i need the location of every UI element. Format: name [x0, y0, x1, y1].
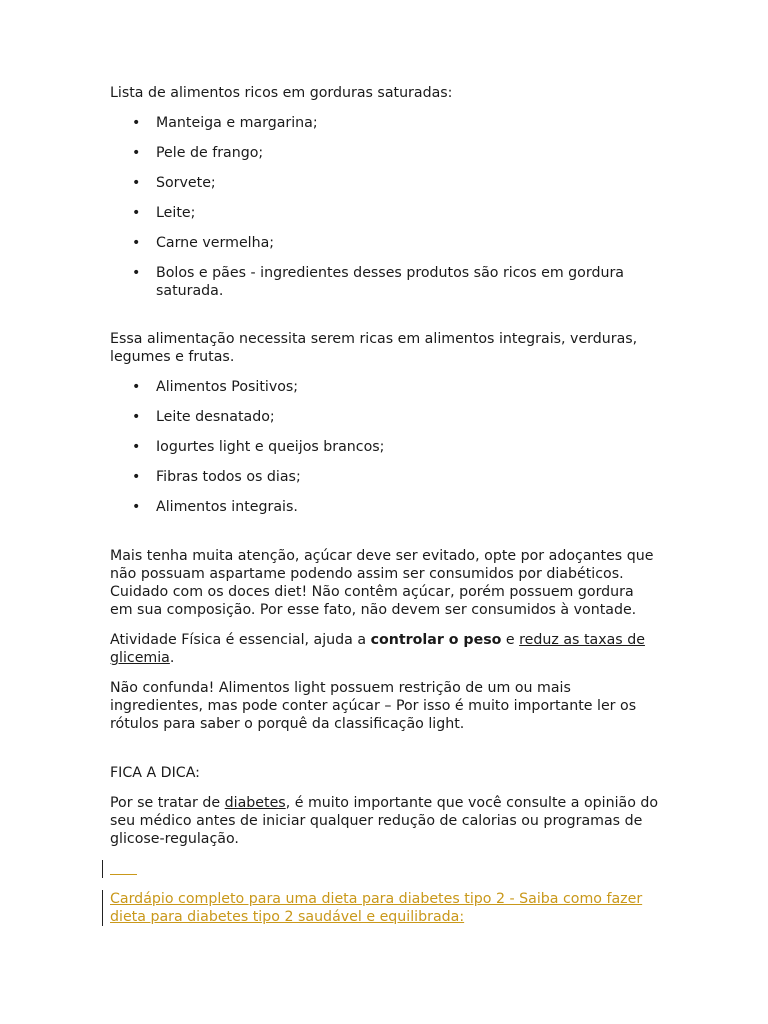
list-item: • Sorvete;: [110, 174, 660, 192]
diabetes-menu-link[interactable]: Cardápio completo para uma dieta para diabetes tipo 2 - Saiba como fazer dieta para diabetes tipo 2 saudável e equilibrada:: [110, 891, 643, 925]
list-item: • Alimentos integrais.: [110, 498, 660, 516]
list-item: • Leite;: [110, 204, 660, 222]
light-foods-paragraph: Não confunda! Alimentos light possuem restrição de um ou mais ingredientes, mas pode conter açúcar – Por isso é muito importante ler os rótulos para saber o porquê da classificação light.: [110, 680, 637, 732]
list-item: • Alimentos Positivos;: [110, 378, 660, 396]
positive-foods-list: [110, 378, 660, 516]
diabetes-link[interactable]: diabetes: [224, 795, 286, 811]
list-item: • Bolos e pães - ingredientes desses produtos são ricos em gordura saturada.: [110, 264, 660, 300]
activity-text-suffix: .: [169, 650, 175, 666]
document-page: [110, 84, 660, 926]
list-item: • Manteiga e margarina;: [110, 114, 660, 132]
activity-bold-text: controlar o peso: [370, 632, 502, 648]
saturated-fat-list: [110, 114, 660, 300]
sugar-warning-paragraph: Mais tenha muita atenção, açúcar deve ser evitado, opte por adoçantes que não possuam aspartame podendo assim ser consumidos por diabéticos. Cuidado com os doces diet! Não contêm açúcar, porém possuem gordura em sua composição. Por esse fato, não devem ser consumidos à vontade.: [110, 548, 654, 618]
empty-link[interactable]: [110, 860, 137, 875]
tip-text-prefix: Por se tratar de: [110, 795, 225, 811]
list-item: • Leite desnatado;: [110, 408, 660, 426]
diet-intro-paragraph: Essa alimentação necessita serem ricas em alimentos integrais, verduras, legumes e frutas.: [110, 331, 638, 365]
recipe-link-paragraph: [110, 890, 660, 926]
physical-activity-paragraph: [110, 631, 660, 667]
tip-paragraph: [110, 794, 660, 848]
revision-bar: [102, 890, 103, 926]
list-item: • Fibras todos os dias;: [110, 468, 660, 486]
activity-text-prefix: Atividade Física é essencial, ajuda a: [110, 632, 371, 648]
empty-link-line: [110, 860, 660, 878]
saturated-fat-heading: Lista de alimentos ricos em gorduras saturadas:: [110, 85, 453, 101]
activity-text-middle: e: [501, 632, 520, 648]
revision-bar: [102, 860, 103, 878]
list-item: • Pele de frango;: [110, 144, 660, 162]
tip-text-suffix: , é muito importante que você consulte a opinião do seu médico antes de iniciar qualquer redução de calorias ou programas de glicose-regulação.: [110, 795, 659, 847]
glycemia-link[interactable]: reduz as taxas de glicemia: [110, 632, 645, 666]
list-item: • Iogurtes light e queijos brancos;: [110, 438, 660, 456]
list-item: • Carne vermelha;: [110, 234, 660, 252]
tip-heading: FICA A DICA:: [110, 765, 200, 781]
